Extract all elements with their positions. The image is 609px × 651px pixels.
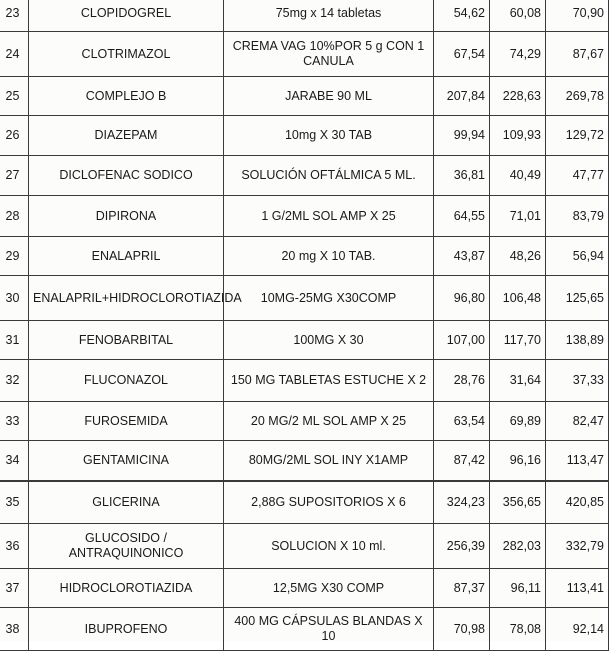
- price-3: 269,78: [546, 77, 609, 116]
- table-row: [0, 481, 609, 524]
- price-1: 256,39: [434, 524, 490, 569]
- medication-name: COMPLEJO B: [29, 77, 224, 116]
- presentation: 100MG X 30: [224, 321, 434, 360]
- medication-name: ENALAPRIL+HIDROCLOROTIAZIDA: [29, 276, 224, 321]
- price-1: 324,23: [434, 481, 490, 524]
- table-row: [0, 156, 609, 196]
- row-number: 24: [0, 32, 29, 77]
- row-number: 32: [0, 360, 29, 402]
- price-3: 83,79: [546, 196, 609, 237]
- price-2: 48,26: [490, 237, 546, 276]
- row-number: 35: [0, 481, 29, 524]
- price-2: 31,64: [490, 360, 546, 402]
- presentation: JARABE 90 ML: [224, 77, 434, 116]
- table-row: [0, 441, 609, 482]
- table-row: [0, 321, 609, 360]
- medication-name: ENALAPRIL: [29, 237, 224, 276]
- price-2: 282,03: [490, 524, 546, 569]
- price-3: 332,79: [546, 524, 609, 569]
- presentation: SOLUCIÓN OFTÁLMICA 5 ML.: [224, 156, 434, 196]
- table-row: [0, 0, 609, 32]
- row-number: 38: [0, 608, 29, 651]
- price-1: 54,62: [434, 0, 490, 32]
- table-row: [0, 608, 609, 651]
- medication-name: GLICERINA: [29, 481, 224, 524]
- presentation: 10mg X 30 TAB: [224, 116, 434, 156]
- table-row: [0, 360, 609, 402]
- price-2: 109,93: [490, 116, 546, 156]
- table-row: [0, 524, 609, 569]
- price-1: 67,54: [434, 32, 490, 77]
- price-3: 82,47: [546, 402, 609, 441]
- row-number: 30: [0, 276, 29, 321]
- price-2: 228,63: [490, 77, 546, 116]
- price-3: 92,14: [546, 608, 609, 651]
- price-1: 36,81: [434, 156, 490, 196]
- price-3: 70,90: [546, 0, 609, 32]
- medication-name: FUROSEMIDA: [29, 402, 224, 441]
- price-1: 43,87: [434, 237, 490, 276]
- medication-name: DIAZEPAM: [29, 116, 224, 156]
- presentation: 2,88G SUPOSITORIOS X 6: [224, 481, 434, 524]
- table-row: [0, 77, 609, 116]
- presentation: 20 MG/2 ML SOL AMP X 25: [224, 402, 434, 441]
- presentation: SOLUCION X 10 ml.: [224, 524, 434, 569]
- price-3: 125,65: [546, 276, 609, 321]
- table-row: [0, 237, 609, 276]
- price-3: 129,72: [546, 116, 609, 156]
- price-3: 138,89: [546, 321, 609, 360]
- medication-name: FENOBARBITAL: [29, 321, 224, 360]
- medication-name: GENTAMICINA: [29, 441, 224, 482]
- medication-name: IBUPROFENO: [29, 608, 224, 651]
- presentation: CREMA VAG 10%POR 5 g CON 1 CANULA: [224, 32, 434, 77]
- price-1: 107,00: [434, 321, 490, 360]
- table-row: [0, 32, 609, 77]
- presentation: 12,5MG X30 COMP: [224, 569, 434, 608]
- row-number: 29: [0, 237, 29, 276]
- price-2: 40,49: [490, 156, 546, 196]
- medication-name: CLOPIDOGREL: [29, 0, 224, 32]
- row-number: 27: [0, 156, 29, 196]
- presentation: 10MG-25MG X30COMP: [224, 276, 434, 321]
- medication-name: FLUCONAZOL: [29, 360, 224, 402]
- table-row: [0, 569, 609, 608]
- price-2: 106,48: [490, 276, 546, 321]
- price-1: 99,94: [434, 116, 490, 156]
- price-3: 47,77: [546, 156, 609, 196]
- row-number: 33: [0, 402, 29, 441]
- row-number: 23: [0, 0, 29, 32]
- price-2: 117,70: [490, 321, 546, 360]
- table-row: [0, 402, 609, 441]
- row-number: 37: [0, 569, 29, 608]
- medication-name: DIPIRONA: [29, 196, 224, 237]
- price-1: 207,84: [434, 77, 490, 116]
- medication-name: CLOTRIMAZOL: [29, 32, 224, 77]
- price-1: 87,42: [434, 441, 490, 482]
- presentation: 1 G/2ML SOL AMP X 25: [224, 196, 434, 237]
- price-3: 37,33: [546, 360, 609, 402]
- medication-name: DICLOFENAC SODICO: [29, 156, 224, 196]
- price-3: 56,94: [546, 237, 609, 276]
- row-number: 34: [0, 441, 29, 482]
- price-2: 69,89: [490, 402, 546, 441]
- price-3: 113,47: [546, 441, 609, 482]
- presentation: 400 MG CÁPSULAS BLANDAS X 10: [224, 608, 434, 651]
- row-number: 36: [0, 524, 29, 569]
- presentation: 80MG/2ML SOL INY X1AMP: [224, 441, 434, 482]
- table-row: [0, 196, 609, 237]
- row-number: 28: [0, 196, 29, 237]
- presentation: 20 mg X 10 TAB.: [224, 237, 434, 276]
- price-2: 74,29: [490, 32, 546, 77]
- price-1: 96,80: [434, 276, 490, 321]
- presentation: 75mg x 14 tabletas: [224, 0, 434, 32]
- price-3: 87,67: [546, 32, 609, 77]
- price-2: 96,11: [490, 569, 546, 608]
- price-1: 63,54: [434, 402, 490, 441]
- medication-name: GLUCOSIDO / ANTRAQUINONICO: [29, 524, 224, 569]
- price-2: 356,65: [490, 481, 546, 524]
- price-2: 96,16: [490, 441, 546, 482]
- price-3: 113,41: [546, 569, 609, 608]
- row-number: 26: [0, 116, 29, 156]
- price-2: 60,08: [490, 0, 546, 32]
- price-1: 70,98: [434, 608, 490, 651]
- price-1: 64,55: [434, 196, 490, 237]
- price-2: 71,01: [490, 196, 546, 237]
- row-number: 31: [0, 321, 29, 360]
- medication-name: HIDROCLOROTIAZIDA: [29, 569, 224, 608]
- price-1: 28,76: [434, 360, 490, 402]
- table-row: [0, 276, 609, 321]
- presentation: 150 MG TABLETAS ESTUCHE X 2: [224, 360, 434, 402]
- row-number: 25: [0, 77, 29, 116]
- price-1: 87,37: [434, 569, 490, 608]
- price-2: 78,08: [490, 608, 546, 651]
- price-3: 420,85: [546, 481, 609, 524]
- table-row: [0, 116, 609, 156]
